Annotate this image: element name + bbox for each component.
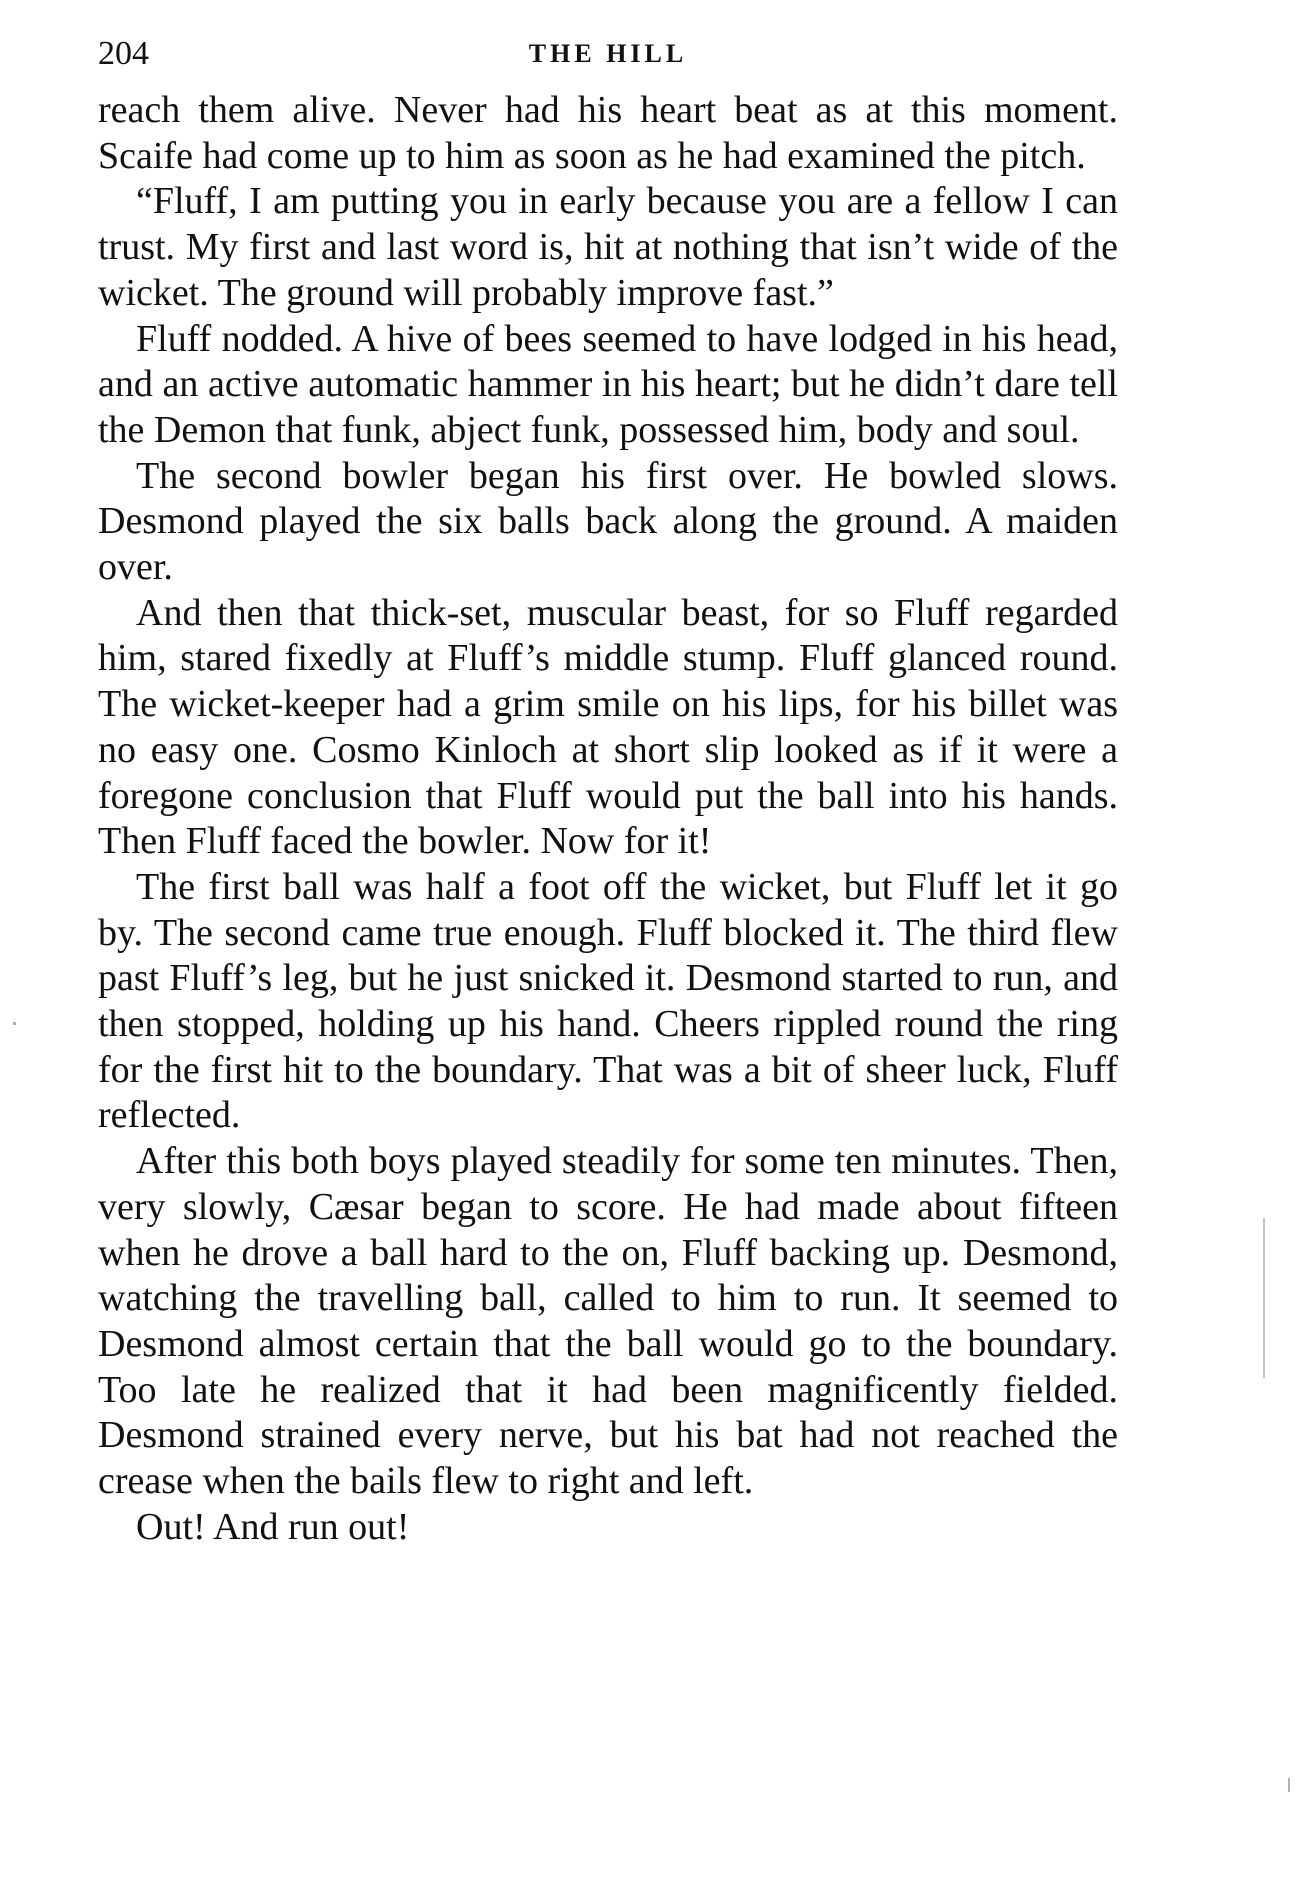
paragraph-8: Out! And run out! [136,1505,410,1548]
scan-mark [1263,1218,1265,1378]
paragraph-7: After this both boys played steadily for some ten minutes. Then, very slowly, Cæsar began to score. He had made about fifteen when he drove a ball hard to the on, Fluff backing up. Desmond, watching the travelling ball, called to him to run. It seemed to Desmond almost certain that the ball would go to the boundary. Too late he realized that it had been magnificently fielded. Desmond strained every nerve, but his bat had not reached the crease when the bails flew to right and left. [98,1140,1118,1503]
page-number: 204 [98,35,149,72]
paragraph-5: And then that thick-set, muscular beast, for so Fluff regarded him, stared fixedly at Fluff’s middle stump. Fluff glanced round. The wicket-keeper had a grim smile on his lips, for his billet was no easy one. Cosmo Kinloch at short slip looked as if it were a foregone conclusion that Fluff would put the ball into his hands. Then Fluff faced the bowler. Now for it! [98,591,1118,863]
scan-mark [1288,1778,1290,1792]
running-title: THE HILL [528,39,688,68]
paragraph-2: “Fluff, I am putting you in early because you are a fellow I can trust. My first and last word is, hit at nothing that isn’t wide of the wicket. The ground will probably improve fast.” [98,180,1118,314]
scan-mark [13,1022,16,1025]
body-text [98,88,1118,1551]
paragraph-4: The second bowler began his first over. He bowled slows. Desmond played the six balls back along the ground. A maiden over. [98,454,1118,589]
paragraph-1: reach them alive. Never had his heart beat as at this moment. Scaife had come up to him as soon as he had examined the pitch. [98,89,1118,177]
running-head [98,34,1118,74]
paragraph-6: The first ball was half a foot off the wicket, but Fluff let it go by. The second came true enough. Fluff blocked it. The third flew past Fluff’s leg, but he just snicked it. Desmond started to run, and then stopped, holding up his hand. Cheers rippled round the ring for the first hit to the boundary. That was a bit of sheer luck, Fluff reflected. [98,865,1118,1137]
paragraph-3: Fluff nodded. A hive of bees seemed to have lodged in his head, and an active automatic hammer in his heart; but he didn’t dare tell the Demon that funk, abject funk, possessed him, body and soul. [98,317,1118,451]
